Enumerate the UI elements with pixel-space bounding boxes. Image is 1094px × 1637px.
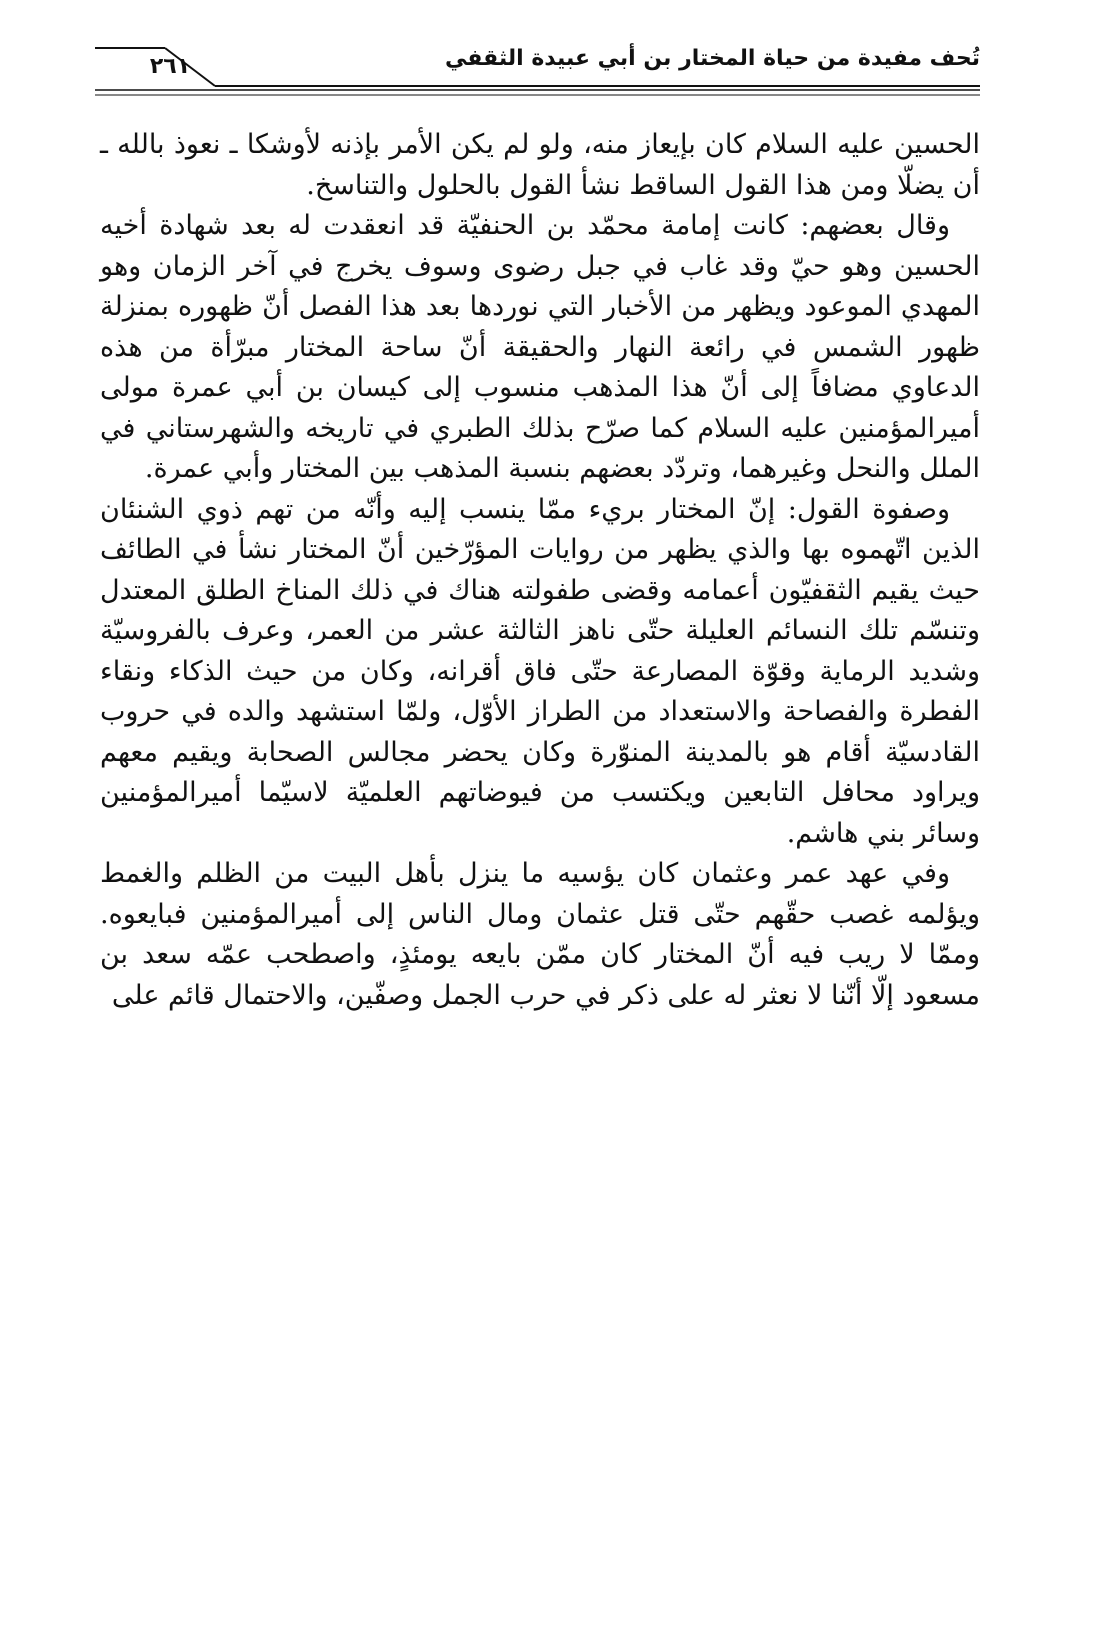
paragraph: وصفوة القول: إنّ المختار بريء ممّا ينسب إليه وأنّه من تهم ذوي الشنئان الذين اتّهموه بها والذي يظهر من روايات المؤرّخين أنّ المختار نشأ في الطائف حيث يقيم الثقفيّون أعمامه وقضى طفولته هناك في ذلك المناخ الطلق المعتدل وتنسّم تلك النسائم العليلة حتّى ناهز الثالثة عشر من العمر، وعرف بالفروسيّة وشديد الرماية وقوّة المصارعة حتّى فاق أقرانه، وكان من حيث الذكاء ونقاء الفطرة والفصاحة والاستعداد من الطراز الأوّل، ولمّا استشهد والده في حروب القادسيّة أقام هو بالمدينة المنوّرة وكان يحضر مجالس الصحابة ويقيم معهم ويراود محافل التابعين ويكتسب من فيوضاتهم العلميّة لاسيّما أميرالمؤمنين وسائر بني هاشم.	[100, 493, 980, 849]
paragraph: وفي عهد عمر وعثمان كان يؤسيه ما ينزل بأهل البيت من الظلم والغمط ويؤلمه غصب حقّهم حتّى قتل عثمان ومال الناس إلى أميرالمؤمنين فبايعوه. وممّا لا ريب فيه أنّ المختار كان ممّن بايعه يومئذٍ، واصطحب عمّه سعد بن مسعود إلّا أنّنا لا نعثر له على ذكر في حرب الجمل وصفّين، والاحتمال قائم على	[100, 858, 980, 1011]
page-header	[95, 40, 980, 100]
running-title: تُحف مفيدة من حياة المختار بن أبي عبيدة الثقفي	[444, 46, 980, 71]
body-text	[100, 125, 980, 1016]
paragraph: الحسين عليه السلام كان بإيعاز منه، ولو لم يكن الأمر بإذنه لأوشكا ـ نعوذ بالله ـ أن يضلّا ومن هذا القول الساقط نشأ القول بالحلول والتناسخ.	[100, 129, 980, 201]
paragraph: وقال بعضهم: كانت إمامة محمّد بن الحنفيّة قد انعقدت له بعد شهادة أخيه الحسين وهو حيّ وقد غاب في جبل رضوى وسوف يخرج في آخر الزمان وهو المهدي الموعود ويظهر من الأخبار التي نوردها بعد هذا الفصل أنّ ظهوره بمنزلة ظهور الشمس في رائعة النهار والحقيقة أنّ ساحة المختار مبرّأة من هذه الدعاوي مضافاً إلى أنّ هذا المذهب منسوب إلى كيسان بن أبي عمرة مولى أميرالمؤمنين عليه السلام كما صرّح بذلك الطبري في تاريخه والشهرستاني في الملل والنحل وغيرهما، وتردّد بعضهم بنسبة المذهب بين المختار وأبي عمرة.	[100, 210, 980, 484]
page-number: ٢٦١	[149, 54, 191, 79]
